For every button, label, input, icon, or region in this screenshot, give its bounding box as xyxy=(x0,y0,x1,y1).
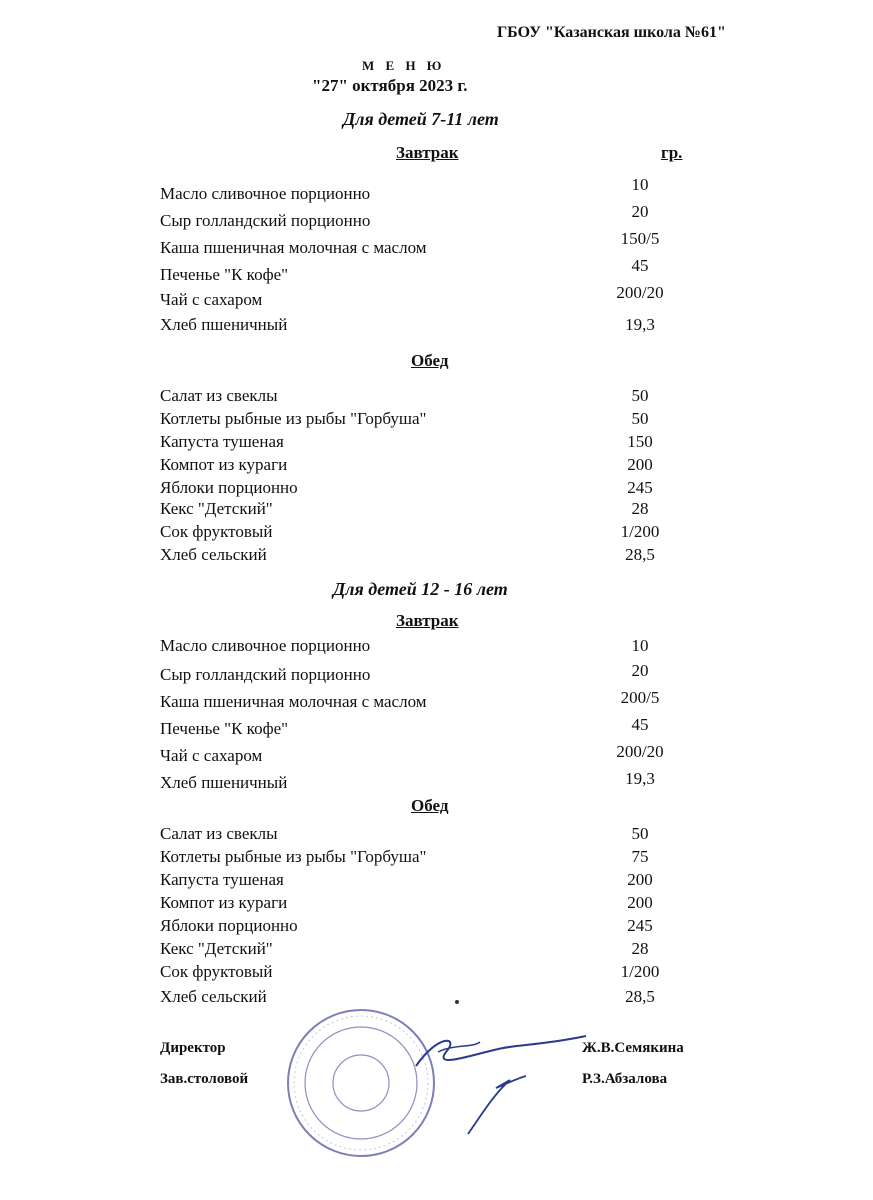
menu-item-qty: 200/5 xyxy=(620,688,660,707)
menu-item xyxy=(160,847,700,869)
ink-dot xyxy=(455,1000,459,1004)
menu-item-qty: 28 xyxy=(631,939,649,958)
menu-item xyxy=(160,870,700,892)
menu-item xyxy=(160,202,700,231)
menu-item xyxy=(160,256,700,285)
menu-item-name: Печенье "К кофе" xyxy=(160,265,289,284)
menu-item xyxy=(160,690,700,712)
menu-item xyxy=(160,744,700,766)
menu-item xyxy=(160,663,700,685)
menu-item-name: Каша пшеничная молочная с маслом xyxy=(160,692,427,711)
menu-item-name: Каша пшеничная молочная с маслом xyxy=(160,238,427,257)
menu-item xyxy=(160,893,700,915)
menu-item-qty: 1/200 xyxy=(620,962,660,981)
menu-item-name: Компот из кураги xyxy=(160,455,288,474)
menu-item-name: Хлеб пшеничный xyxy=(160,315,288,334)
menu-item-name: Сыр голландский порционно xyxy=(160,665,371,684)
menu-item-name: Компот из кураги xyxy=(160,893,288,912)
menu-item-name: Хлеб сельский xyxy=(160,987,267,1006)
menu-item xyxy=(160,545,700,567)
menu-item-qty: 200 xyxy=(627,870,653,889)
menu-item xyxy=(160,717,700,739)
menu-item xyxy=(160,386,700,408)
menu-item xyxy=(160,409,700,431)
menu-item-name: Чай с сахаром xyxy=(160,746,263,765)
menu-item xyxy=(160,432,700,454)
lunch-heading-7-11: Обед xyxy=(411,351,449,370)
menu-item-name: Капуста тушеная xyxy=(160,432,284,451)
menu-item-qty: 150 xyxy=(627,432,653,451)
menu-item-name: Сок фруктовый xyxy=(160,522,273,541)
menu-item-qty: 45 xyxy=(631,256,649,275)
menu-item xyxy=(160,771,700,793)
age-group-12-16: Для детей 12 - 16 лет xyxy=(333,579,508,599)
menu-date: "27" октября 2023 г. xyxy=(312,76,468,95)
menu-item-name: Яблоки порционно xyxy=(160,916,298,935)
menu-item-qty: 245 xyxy=(627,916,653,935)
menu-item-name: Салат из свеклы xyxy=(160,824,278,843)
menu-item-qty: 200 xyxy=(627,455,653,474)
menu-item-name: Котлеты рыбные из рыбы "Горбуша" xyxy=(160,847,427,866)
canteen-head-label: Зав.столовой xyxy=(160,1071,249,1087)
canteen-head-name: Р.З.Абзалова xyxy=(582,1071,668,1087)
menu-item xyxy=(160,229,700,258)
menu-item-qty: 10 xyxy=(631,175,649,194)
menu-item-qty: 200 xyxy=(627,893,653,912)
menu-item-qty: 50 xyxy=(631,386,649,405)
menu-item xyxy=(160,478,700,500)
units-label: гр. xyxy=(661,143,683,162)
menu-item-qty: 20 xyxy=(631,661,649,680)
menu-item xyxy=(160,916,700,938)
menu-item-qty: 20 xyxy=(631,202,649,221)
menu-item-name: Салат из свеклы xyxy=(160,386,278,405)
menu-item xyxy=(160,455,700,477)
menu-item-qty: 50 xyxy=(631,409,649,428)
menu-item-qty: 19,3 xyxy=(625,769,655,788)
menu-item-qty: 28,5 xyxy=(625,545,655,564)
menu-item xyxy=(160,283,700,312)
menu-item-name: Кекс "Детский" xyxy=(160,939,273,958)
menu-item xyxy=(160,499,700,521)
menu-item-qty: 45 xyxy=(631,715,649,734)
handwritten-signatures xyxy=(398,1022,588,1140)
menu-title: М Е Н Ю xyxy=(362,58,446,73)
menu-item xyxy=(160,315,700,337)
age-group-7-11: Для детей 7-11 лет xyxy=(343,109,499,129)
school-name: ГБОУ "Казанская школа №61" xyxy=(497,24,726,41)
menu-item xyxy=(160,939,700,961)
menu-item-name: Сыр голландский порционно xyxy=(160,211,371,230)
menu-item-name: Яблоки порционно xyxy=(160,478,298,497)
menu-item xyxy=(160,824,700,846)
menu-item-qty: 10 xyxy=(631,636,649,655)
menu-item-qty: 1/200 xyxy=(620,522,660,541)
menu-item-qty: 19,3 xyxy=(625,315,655,334)
menu-item-name: Хлеб пшеничный xyxy=(160,773,288,792)
menu-item xyxy=(160,962,700,984)
director-name: Ж.В.Семякина xyxy=(582,1040,684,1056)
menu-item-name: Хлеб сельский xyxy=(160,545,267,564)
menu-item-name: Печенье "К кофе" xyxy=(160,719,289,738)
menu-item-name: Масло сливочное порционно xyxy=(160,184,371,203)
menu-item xyxy=(160,522,700,544)
lunch-heading-12-16: Обед xyxy=(411,796,449,815)
menu-item-qty: 245 xyxy=(627,478,653,497)
menu-item-qty: 28,5 xyxy=(625,987,655,1006)
director-label: Директор xyxy=(160,1040,226,1056)
menu-item-qty: 200/20 xyxy=(616,742,664,761)
menu-item-qty: 75 xyxy=(631,847,649,866)
menu-item-qty: 150/5 xyxy=(620,229,660,248)
menu-item-qty: 50 xyxy=(631,824,649,843)
menu-item-qty: 200/20 xyxy=(616,283,664,302)
menu-item-name: Капуста тушеная xyxy=(160,870,284,889)
breakfast-heading-12-16: Завтрак xyxy=(396,611,459,630)
menu-item-name: Котлеты рыбные из рыбы "Горбуша" xyxy=(160,409,427,428)
menu-item-name: Кекс "Детский" xyxy=(160,499,273,518)
menu-item-name: Масло сливочное порционно xyxy=(160,636,371,655)
menu-item xyxy=(160,175,700,204)
menu-item xyxy=(160,636,700,658)
menu-item-qty: 28 xyxy=(631,499,649,518)
menu-item-name: Сок фруктовый xyxy=(160,962,273,981)
menu-item-name: Чай с сахаром xyxy=(160,290,263,309)
breakfast-heading-7-11: Завтрак xyxy=(396,143,459,162)
